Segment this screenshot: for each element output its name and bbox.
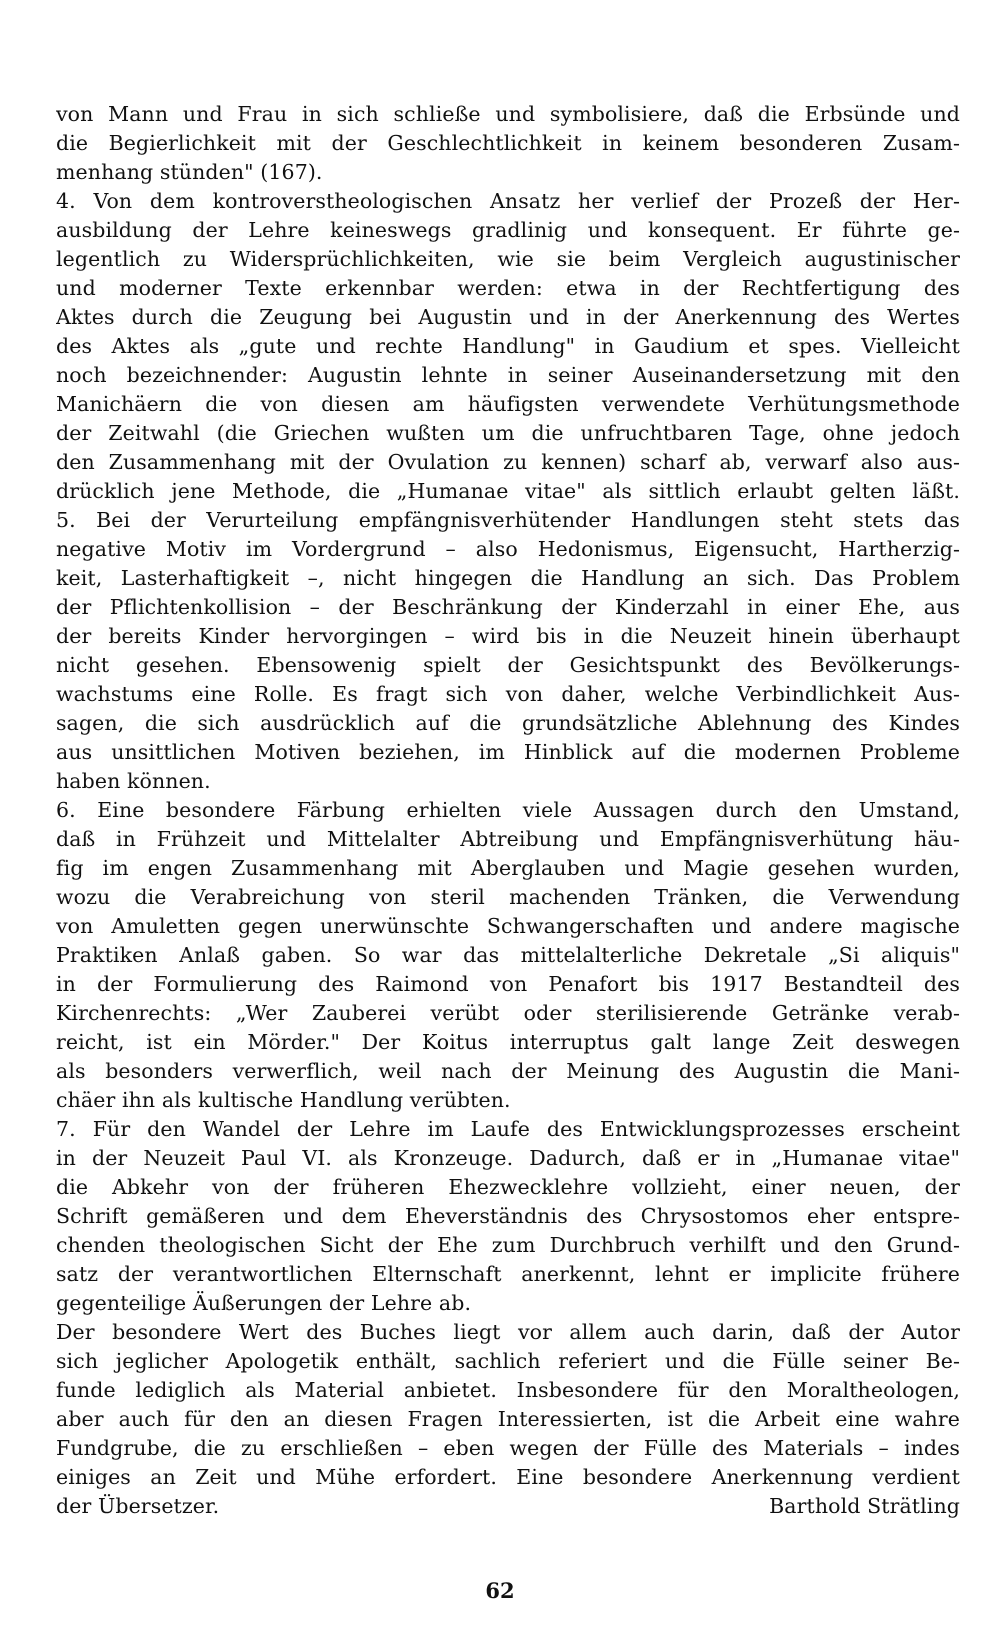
text-line: wachstums eine Rolle. Es fragt sich von daher, welche Verbindlichkeit Aus-	[56, 682, 960, 706]
text-line: die Abkehr von der früheren Ehezwecklehre vollzieht, einer neuen, der	[56, 1175, 960, 1199]
text-line: aber auch für den an diesen Fragen Interessierten, ist die Arbeit eine wahre	[56, 1407, 960, 1431]
text-line: legentlich zu Widersprüchlichkeiten, wie sie beim Vergleich augustinischer	[56, 247, 960, 271]
text-line: negative Motiv im Vordergrund – also Hedonismus, Eigensucht, Hartherzig-	[56, 537, 960, 561]
text-line: und moderner Texte erkennbar werden: etwa in der Rechtfertigung des	[56, 276, 960, 300]
text-line: der Übersetzer.	[56, 1494, 220, 1518]
text-line: Schrift gemäßeren und dem Eheverständnis des Chrysostomos eher entspre-	[56, 1204, 960, 1228]
text-line: 4. Von dem kontroverstheologischen Ansatz her verlief der Prozeß der Her-	[56, 189, 960, 213]
closing-line	[56, 1492, 960, 1521]
text-line: als besonders verwerflich, weil nach der Meinung des Augustin die Mani-	[56, 1059, 960, 1083]
text-line: von Amuletten gegen unerwünschte Schwangerschaften und andere magische	[56, 914, 960, 938]
text-line: nicht gesehen. Ebensowenig spielt der Gesichtspunkt des Bevölkerungs-	[56, 653, 960, 677]
text-line: funde lediglich als Material anbietet. Insbesondere für den Moraltheologen,	[56, 1378, 960, 1402]
text-line: Kirchenrechts: „Wer Zauberei verübt oder sterilisierende Getränke verab-	[56, 1001, 960, 1025]
text-line: die Begierlichkeit mit der Geschlechtlichkeit in keinem besonderen Zusam-	[56, 131, 960, 155]
text-line: wozu die Verabreichung von steril machenden Tränken, die Verwendung	[56, 885, 960, 909]
text-line: menhang stünden" (167).	[56, 160, 323, 184]
text-line: fig im engen Zusammenhang mit Aberglauben und Magie gesehen wurden,	[56, 856, 960, 880]
text-line: der Pflichtenkollision – der Beschränkung der Kinderzahl in einer Ehe, aus	[56, 595, 960, 619]
text-line: aus unsittlichen Motiven beziehen, im Hinblick auf die modernen Probleme	[56, 740, 960, 764]
text-line: noch bezeichnender: Augustin lehnte in seiner Auseinandersetzung mit den	[56, 363, 960, 387]
text-line: den Zusammenhang mit der Ovulation zu kennen) scharf ab, verwarf also aus-	[56, 450, 960, 474]
document-body	[56, 100, 960, 1521]
text-line: Aktes durch die Zeugung bei Augustin und in der Anerkennung des Wertes	[56, 305, 960, 329]
text-line: einiges an Zeit und Mühe erfordert. Eine besondere Anerkennung verdient	[56, 1465, 960, 1489]
text-line: in der Formulierung des Raimond von Penafort bis 1917 Bestandteil des	[56, 972, 960, 996]
text-line: drücklich jene Methode, die „Humanae vitae" als sittlich erlaubt gelten läßt.	[56, 479, 960, 503]
text-line: ausbildung der Lehre keineswegs gradlinig und konsequent. Er führte ge-	[56, 218, 960, 242]
text-line: 6. Eine besondere Färbung erhielten viele Aussagen durch den Umstand,	[56, 798, 960, 822]
text-line: Manichäern die von diesen am häufigsten verwendete Verhütungsmethode	[56, 392, 960, 416]
text-line: gegenteilige Äußerungen der Lehre ab.	[56, 1291, 472, 1315]
text-line: sich jeglicher Apologetik enthält, sachlich referiert und die Fülle seiner Be-	[56, 1349, 960, 1373]
text-line: des Aktes als „gute und rechte Handlung" in Gaudium et spes. Vielleicht	[56, 334, 960, 358]
text-line: Praktiken Anlaß gaben. So war das mittelalterliche Dekretale „Si aliquis"	[56, 943, 960, 967]
text-line: keit, Lasterhaftigkeit –, nicht hingegen die Handlung an sich. Das Problem	[56, 566, 960, 590]
text-line: chäer ihn als kultische Handlung verübten.	[56, 1088, 511, 1112]
text-line: Der besondere Wert des Buches liegt vor allem auch darin, daß der Autor	[56, 1320, 960, 1344]
text-line: der bereits Kinder hervorgingen – wird bis in die Neuzeit hinein überhaupt	[56, 624, 960, 648]
text-line: chenden theologischen Sicht der Ehe zum Durchbruch verhilft und den Grund-	[56, 1233, 960, 1257]
text-line: 7. Für den Wandel der Lehre im Laufe des Entwicklungsprozesses erscheint	[56, 1117, 960, 1141]
text-line: Fundgrube, die zu erschließen – eben wegen der Fülle des Materials – indes	[56, 1436, 960, 1460]
text-line: daß in Frühzeit und Mittelalter Abtreibung und Empfängnisverhütung häu-	[56, 827, 960, 851]
text-line: der Zeitwahl (die Griechen wußten um die unfruchtbaren Tage, ohne jedoch	[56, 421, 960, 445]
text-line: in der Neuzeit Paul VI. als Kronzeuge. Dadurch, daß er in „Humanae vitae"	[56, 1146, 960, 1170]
text-line: 5. Bei der Verurteilung empfängnisverhütender Handlungen steht stets das	[56, 508, 960, 532]
text-line: haben können.	[56, 769, 211, 793]
text-line: sagen, die sich ausdrücklich auf die grundsätzliche Ablehnung des Kindes	[56, 711, 960, 735]
author-signature: Barthold Strätling	[769, 1494, 960, 1518]
text-line: reicht, ist ein Mörder." Der Koitus interruptus galt lange Zeit deswegen	[56, 1030, 960, 1054]
text-line: satz der verantwortlichen Elternschaft anerkennt, lehnt er implicite frühere	[56, 1262, 960, 1286]
text-line: von Mann und Frau in sich schließe und symbolisiere, daß die Erbsünde und	[56, 102, 960, 126]
page-number: 62	[485, 1578, 515, 1603]
